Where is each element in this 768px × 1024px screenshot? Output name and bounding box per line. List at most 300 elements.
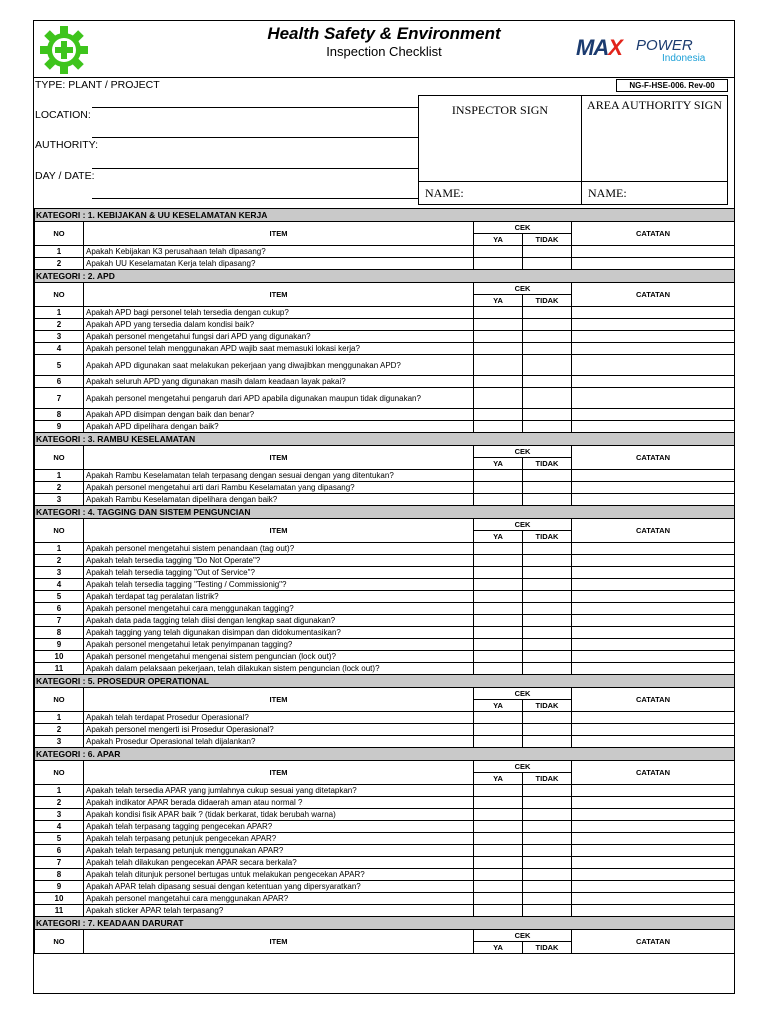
column-cek-header: CEK [474, 283, 572, 295]
tidak-checkbox[interactable] [523, 555, 572, 567]
item-number: 10 [35, 893, 84, 905]
item-number: 2 [35, 319, 84, 331]
category-row [35, 917, 735, 930]
checklist-row [35, 809, 735, 821]
ya-checkbox[interactable] [474, 494, 523, 506]
catatan-field[interactable] [572, 881, 735, 893]
type-label: TYPE: PLANT / PROJECT [35, 79, 160, 91]
column-cek-header: CEK [474, 222, 572, 234]
catatan-field[interactable] [572, 482, 735, 494]
item-question: Apakah Prosedur Operasional telah dijalankan? [84, 736, 474, 748]
column-no-header: NO [35, 222, 84, 246]
authority-label: AUTHORITY: [35, 139, 99, 151]
item-question: Apakah telah tersedia tagging "Out of Service"? [84, 567, 474, 579]
column-header-row [35, 283, 735, 295]
tidak-checkbox[interactable] [523, 833, 572, 845]
ya-checkbox[interactable] [474, 376, 523, 388]
column-ya-header: YA [474, 700, 523, 712]
item-number: 2 [35, 482, 84, 494]
ya-checkbox[interactable] [474, 307, 523, 319]
item-question: Apakah personel mengetahui letak penyimpanan tagging? [84, 639, 474, 651]
column-item-header: ITEM [84, 761, 474, 785]
column-ya-header: YA [474, 773, 523, 785]
tidak-checkbox[interactable] [523, 797, 572, 809]
column-header-row [35, 446, 735, 458]
item-question: Apakah personel mengetahui arti dari Rambu Keselamatan yang dipasang? [84, 482, 474, 494]
ya-checkbox[interactable] [474, 388, 523, 409]
item-number: 5 [35, 355, 84, 376]
item-number: 4 [35, 821, 84, 833]
tidak-checkbox[interactable] [523, 785, 572, 797]
ya-checkbox[interactable] [474, 845, 523, 857]
item-number: 6 [35, 603, 84, 615]
checklist-row [35, 246, 735, 258]
item-number: 7 [35, 615, 84, 627]
checklist-row [35, 905, 735, 917]
tidak-checkbox[interactable] [523, 388, 572, 409]
column-tidak-header: TIDAK [523, 531, 572, 543]
ya-checkbox[interactable] [474, 651, 523, 663]
checklist-row [35, 555, 735, 567]
category-row [35, 506, 735, 519]
checklist-row [35, 881, 735, 893]
item-number: 3 [35, 567, 84, 579]
item-number: 4 [35, 343, 84, 355]
column-no-header: NO [35, 519, 84, 543]
item-question: Apakah personel mangetahui cara menggunakan APAR? [84, 893, 474, 905]
tidak-checkbox[interactable] [523, 470, 572, 482]
ya-checkbox[interactable] [474, 893, 523, 905]
location-field[interactable] [92, 107, 418, 108]
category-title: KATEGORI : 4. TAGGING DAN SISTEM PENGUNCIAN [35, 506, 735, 519]
item-number: 2 [35, 797, 84, 809]
item-number: 8 [35, 869, 84, 881]
signature-box [418, 95, 728, 205]
tidak-checkbox[interactable] [523, 615, 572, 627]
catatan-field[interactable] [572, 663, 735, 675]
item-question: Apakah Rambu Keselamatan telah terpasang dengan sesuai dengan yang ditentukan? [84, 470, 474, 482]
catatan-field[interactable] [572, 258, 735, 270]
checklist-row [35, 421, 735, 433]
checklist-row [35, 663, 735, 675]
item-number: 11 [35, 663, 84, 675]
catatan-field[interactable] [572, 712, 735, 724]
tidak-checkbox[interactable] [523, 319, 572, 331]
ya-checkbox[interactable] [474, 639, 523, 651]
ya-checkbox[interactable] [474, 881, 523, 893]
item-number: 6 [35, 376, 84, 388]
column-ya-header: YA [474, 295, 523, 307]
day-date-field[interactable] [92, 168, 418, 169]
catatan-field[interactable] [572, 543, 735, 555]
tidak-checkbox[interactable] [523, 421, 572, 433]
catatan-field[interactable] [572, 833, 735, 845]
item-question: Apakah APD yang tersedia dalam kondisi baik? [84, 319, 474, 331]
category-title: KATEGORI : 2. APD [35, 270, 735, 283]
catatan-field[interactable] [572, 736, 735, 748]
inspector-name-label: NAME: [419, 181, 581, 204]
inspector-sign-area[interactable] [419, 96, 582, 204]
tidak-checkbox[interactable] [523, 567, 572, 579]
item-question: Apakah telah terpasang petunjuk menggunakan APAR? [84, 845, 474, 857]
item-number: 3 [35, 736, 84, 748]
item-question: Apakah APAR telah dipasang sesuai dengan ketentuan yang dipersyaratkan? [84, 881, 474, 893]
ya-checkbox[interactable] [474, 869, 523, 881]
column-ya-header: YA [474, 458, 523, 470]
category-title: KATEGORI : 7. KEADAAN DARURAT [35, 917, 735, 930]
ya-checkbox[interactable] [474, 355, 523, 376]
column-cek-header: CEK [474, 761, 572, 773]
ya-checkbox[interactable] [474, 833, 523, 845]
ya-checkbox[interactable] [474, 809, 523, 821]
item-question: Apakah personel mengetahui sistem penandaan (tag out)? [84, 543, 474, 555]
tidak-checkbox[interactable] [523, 409, 572, 421]
checklist-row [35, 869, 735, 881]
maxpower-logo [576, 32, 722, 68]
ya-checkbox[interactable] [474, 785, 523, 797]
column-tidak-header: TIDAK [523, 773, 572, 785]
catatan-field[interactable] [572, 579, 735, 591]
category-row [35, 675, 735, 688]
column-ya-header: YA [474, 234, 523, 246]
tidak-checkbox[interactable] [523, 543, 572, 555]
ya-checkbox[interactable] [474, 663, 523, 675]
item-number: 1 [35, 307, 84, 319]
catatan-field[interactable] [572, 615, 735, 627]
column-no-header: NO [35, 446, 84, 470]
tidak-checkbox[interactable] [523, 331, 572, 343]
checklist-row [35, 627, 735, 639]
inspection-checklist-page [33, 20, 735, 994]
item-number: 2 [35, 724, 84, 736]
item-question: Apakah indikator APAR berada didaerah aman atau normal ? [84, 797, 474, 809]
catatan-field[interactable] [572, 724, 735, 736]
item-number: 11 [35, 905, 84, 917]
checklist-row [35, 409, 735, 421]
column-catatan-header: CATATAN [572, 761, 735, 785]
tidak-checkbox[interactable] [523, 627, 572, 639]
tidak-checkbox[interactable] [523, 246, 572, 258]
day-date-label: DAY / DATE: [35, 170, 95, 182]
column-cek-header: CEK [474, 688, 572, 700]
item-number: 2 [35, 555, 84, 567]
catatan-field[interactable] [572, 869, 735, 881]
column-catatan-header: CATATAN [572, 688, 735, 712]
ya-checkbox[interactable] [474, 543, 523, 555]
column-header-row [35, 688, 735, 700]
logo-power: POWER [636, 37, 693, 54]
ya-checkbox[interactable] [474, 409, 523, 421]
tidak-checkbox[interactable] [523, 881, 572, 893]
item-number: 7 [35, 388, 84, 409]
area-authority-sign-area[interactable] [582, 96, 727, 204]
tidak-checkbox[interactable] [523, 258, 572, 270]
ya-checkbox[interactable] [474, 482, 523, 494]
tidak-checkbox[interactable] [523, 651, 572, 663]
item-question: Apakah telah ditunjuk personel bertugas untuk melakukan pengecekan APAR? [84, 869, 474, 881]
catatan-field[interactable] [572, 639, 735, 651]
item-number: 9 [35, 421, 84, 433]
item-question: Apakah APD dipelihara dengan baik? [84, 421, 474, 433]
area-authority-sign-label: AREA AUTHORITY SIGN [587, 98, 722, 112]
item-number: 8 [35, 627, 84, 639]
item-number: 9 [35, 881, 84, 893]
column-cek-header: CEK [474, 519, 572, 531]
tidak-checkbox[interactable] [523, 821, 572, 833]
column-catatan-header: CATATAN [572, 930, 735, 954]
tidak-checkbox[interactable] [523, 343, 572, 355]
tidak-checkbox[interactable] [523, 307, 572, 319]
item-number: 3 [35, 494, 84, 506]
ya-checkbox[interactable] [474, 857, 523, 869]
ya-checkbox[interactable] [474, 567, 523, 579]
column-no-header: NO [35, 761, 84, 785]
item-number: 3 [35, 809, 84, 821]
ya-checkbox[interactable] [474, 319, 523, 331]
ya-checkbox[interactable] [474, 712, 523, 724]
item-number: 10 [35, 651, 84, 663]
ya-checkbox[interactable] [474, 736, 523, 748]
category-row [35, 748, 735, 761]
catatan-field[interactable] [572, 893, 735, 905]
ya-checkbox[interactable] [474, 797, 523, 809]
item-number: 4 [35, 579, 84, 591]
checklist-row [35, 567, 735, 579]
catatan-field[interactable] [572, 307, 735, 319]
catatan-field[interactable] [572, 470, 735, 482]
item-question: Apakah APD bagi personel telah tersedia dengan cukup? [84, 307, 474, 319]
ya-checkbox[interactable] [474, 331, 523, 343]
day-date-field-2[interactable] [92, 198, 418, 199]
tidak-checkbox[interactable] [523, 893, 572, 905]
column-cek-header: CEK [474, 930, 572, 942]
tidak-checkbox[interactable] [523, 845, 572, 857]
column-header-row [35, 761, 735, 773]
tidak-checkbox[interactable] [523, 809, 572, 821]
catatan-field[interactable] [572, 603, 735, 615]
tidak-checkbox[interactable] [523, 639, 572, 651]
item-question: Apakah data pada tagging telah diisi dengan lengkap saat digunakan? [84, 615, 474, 627]
checklist-row [35, 639, 735, 651]
item-question: Apakah UU Keselamatan Kerja telah dipasang? [84, 258, 474, 270]
checklist-row [35, 376, 735, 388]
checklist-row [35, 893, 735, 905]
tidak-checkbox[interactable] [523, 712, 572, 724]
item-question: Apakah personel mengetahui pengaruh dari APD apabila digunakan maupun tidak digunakan? [84, 388, 474, 409]
tidak-checkbox[interactable] [523, 579, 572, 591]
item-number: 8 [35, 409, 84, 421]
item-question: Apakah personel mengetahui mengenai sistem penguncian (lock out)? [84, 651, 474, 663]
tidak-checkbox[interactable] [523, 494, 572, 506]
catatan-field[interactable] [572, 591, 735, 603]
column-catatan-header: CATATAN [572, 519, 735, 543]
category-row [35, 270, 735, 283]
column-cek-header: CEK [474, 446, 572, 458]
item-question: Apakah kondisi fisik APAR baik ? (tidak berkarat, tidak berubah warna) [84, 809, 474, 821]
tidak-checkbox[interactable] [523, 482, 572, 494]
checklist-row [35, 785, 735, 797]
ya-checkbox[interactable] [474, 603, 523, 615]
catatan-field[interactable] [572, 905, 735, 917]
checklist-row [35, 833, 735, 845]
item-number: 1 [35, 712, 84, 724]
column-no-header: NO [35, 688, 84, 712]
item-number: 1 [35, 543, 84, 555]
inspector-sign-label: INSPECTOR SIGN [451, 103, 549, 117]
catatan-field[interactable] [572, 809, 735, 821]
column-catatan-header: CATATAN [572, 222, 735, 246]
ya-checkbox[interactable] [474, 555, 523, 567]
catatan-field[interactable] [572, 797, 735, 809]
item-number: 2 [35, 258, 84, 270]
checklist-row [35, 603, 735, 615]
item-number: 5 [35, 833, 84, 845]
ya-checkbox[interactable] [474, 821, 523, 833]
catatan-field[interactable] [572, 343, 735, 355]
checklist-row [35, 724, 735, 736]
ya-checkbox[interactable] [474, 591, 523, 603]
item-question: Apakah personel mengetahui fungsi dari APD yang digunakan? [84, 331, 474, 343]
category-row [35, 209, 735, 222]
checklist-tables [34, 208, 734, 954]
location-label: LOCATION: [35, 109, 91, 121]
checklist-row [35, 331, 735, 343]
item-number: 1 [35, 785, 84, 797]
ya-checkbox[interactable] [474, 615, 523, 627]
item-question: Apakah telah tersedia APAR yang jumlahnya cukup sesuai yang ditetapkan? [84, 785, 474, 797]
column-tidak-header: TIDAK [523, 942, 572, 954]
ya-checkbox[interactable] [474, 470, 523, 482]
authority-field[interactable] [92, 137, 418, 138]
tidak-checkbox[interactable] [523, 591, 572, 603]
catatan-field[interactable] [572, 388, 735, 409]
column-catatan-header: CATATAN [572, 446, 735, 470]
catatan-field[interactable] [572, 567, 735, 579]
tidak-checkbox[interactable] [523, 603, 572, 615]
checklist-row [35, 797, 735, 809]
ya-checkbox[interactable] [474, 421, 523, 433]
column-ya-header: YA [474, 531, 523, 543]
checklist-row [35, 651, 735, 663]
tidak-checkbox[interactable] [523, 905, 572, 917]
item-number: 5 [35, 591, 84, 603]
checklist-row [35, 543, 735, 555]
logo-region: Indonesia [662, 53, 706, 64]
column-item-header: ITEM [84, 688, 474, 712]
column-item-header: ITEM [84, 222, 474, 246]
checklist-row [35, 712, 735, 724]
column-catatan-header: CATATAN [572, 283, 735, 307]
document-header [34, 21, 734, 77]
catatan-field[interactable] [572, 627, 735, 639]
catatan-field[interactable] [572, 555, 735, 567]
page-title: Health Safety & Environment [267, 24, 501, 43]
column-item-header: ITEM [84, 446, 474, 470]
catatan-field[interactable] [572, 376, 735, 388]
document-number: NG-F-HSE-006. Rev-00 [616, 79, 728, 92]
ya-checkbox[interactable] [474, 343, 523, 355]
column-ya-header: YA [474, 942, 523, 954]
tidak-checkbox[interactable] [523, 736, 572, 748]
catatan-field[interactable] [572, 651, 735, 663]
checklist-row [35, 482, 735, 494]
catatan-field[interactable] [572, 857, 735, 869]
catatan-field[interactable] [572, 421, 735, 433]
logo-max: MAX [576, 35, 622, 60]
catatan-field[interactable] [572, 785, 735, 797]
column-item-header: ITEM [84, 283, 474, 307]
checklist-row [35, 258, 735, 270]
item-question: Apakah tagging yang telah digunakan disimpan dan didokumentasikan? [84, 627, 474, 639]
authority-name-label: NAME: [582, 181, 727, 204]
checklist-row [35, 591, 735, 603]
tidak-checkbox[interactable] [523, 376, 572, 388]
item-number: 7 [35, 857, 84, 869]
item-question: Apakah telah terpasang tagging pengecekan APAR? [84, 821, 474, 833]
item-question: Apakah sticker APAR telah terpasang? [84, 905, 474, 917]
catatan-field[interactable] [572, 494, 735, 506]
catatan-field[interactable] [572, 331, 735, 343]
item-question: Apakah APD digunakan saat melakukan pekerjaan yang diwajibkan menggunakan APD? [84, 355, 474, 376]
catatan-field[interactable] [572, 319, 735, 331]
ya-checkbox[interactable] [474, 627, 523, 639]
checklist-row [35, 343, 735, 355]
item-question: Apakah APD disimpan dengan baik dan benar? [84, 409, 474, 421]
ya-checkbox[interactable] [474, 724, 523, 736]
item-question: Apakah terdapat tag peralatan listrik? [84, 591, 474, 603]
category-row [35, 433, 735, 446]
category-title: KATEGORI : 3. RAMBU KESELAMATAN [35, 433, 735, 446]
column-item-header: ITEM [84, 930, 474, 954]
checklist-row [35, 307, 735, 319]
tidak-checkbox[interactable] [523, 724, 572, 736]
item-question: Apakah dalam pelaksaan pekerjaan, telah dilakukan sistem penguncian (lock out)? [84, 663, 474, 675]
item-question: Apakah Rambu Keselamatan dipelihara dengan baik? [84, 494, 474, 506]
checklist-row [35, 470, 735, 482]
checklist-table [34, 208, 735, 954]
tidak-checkbox[interactable] [523, 663, 572, 675]
catatan-field[interactable] [572, 409, 735, 421]
catatan-field[interactable] [572, 821, 735, 833]
ya-checkbox[interactable] [474, 258, 523, 270]
tidak-checkbox[interactable] [523, 869, 572, 881]
catatan-field[interactable] [572, 246, 735, 258]
item-question: Apakah telah dilakukan pengecekan APAR secara berkala? [84, 857, 474, 869]
checklist-row [35, 494, 735, 506]
inspection-info [34, 77, 734, 208]
item-number: 3 [35, 331, 84, 343]
item-question: Apakah Kebijakan K3 perusahaan telah dipasang? [84, 246, 474, 258]
item-question: Apakah personel telah menggunakan APD wajib saat memasuki lokasi kerja? [84, 343, 474, 355]
category-title: KATEGORI : 6. APAR [35, 748, 735, 761]
catatan-field[interactable] [572, 355, 735, 376]
item-question: Apakah personel mengetahui cara menggunakan tagging? [84, 603, 474, 615]
catatan-field[interactable] [572, 845, 735, 857]
column-no-header: NO [35, 283, 84, 307]
category-title: KATEGORI : 1. KEBIJAKAN & UU KESELAMATAN KERJA [35, 209, 735, 222]
ya-checkbox[interactable] [474, 246, 523, 258]
tidak-checkbox[interactable] [523, 857, 572, 869]
ya-checkbox[interactable] [474, 579, 523, 591]
item-question: Apakah personel mengerti isi Prosedur Operasional? [84, 724, 474, 736]
item-number: 9 [35, 639, 84, 651]
checklist-row [35, 388, 735, 409]
item-number: 1 [35, 470, 84, 482]
ya-checkbox[interactable] [474, 905, 523, 917]
item-question: Apakah seluruh APD yang digunakan masih dalam keadaan layak pakai? [84, 376, 474, 388]
tidak-checkbox[interactable] [523, 355, 572, 376]
checklist-row [35, 579, 735, 591]
